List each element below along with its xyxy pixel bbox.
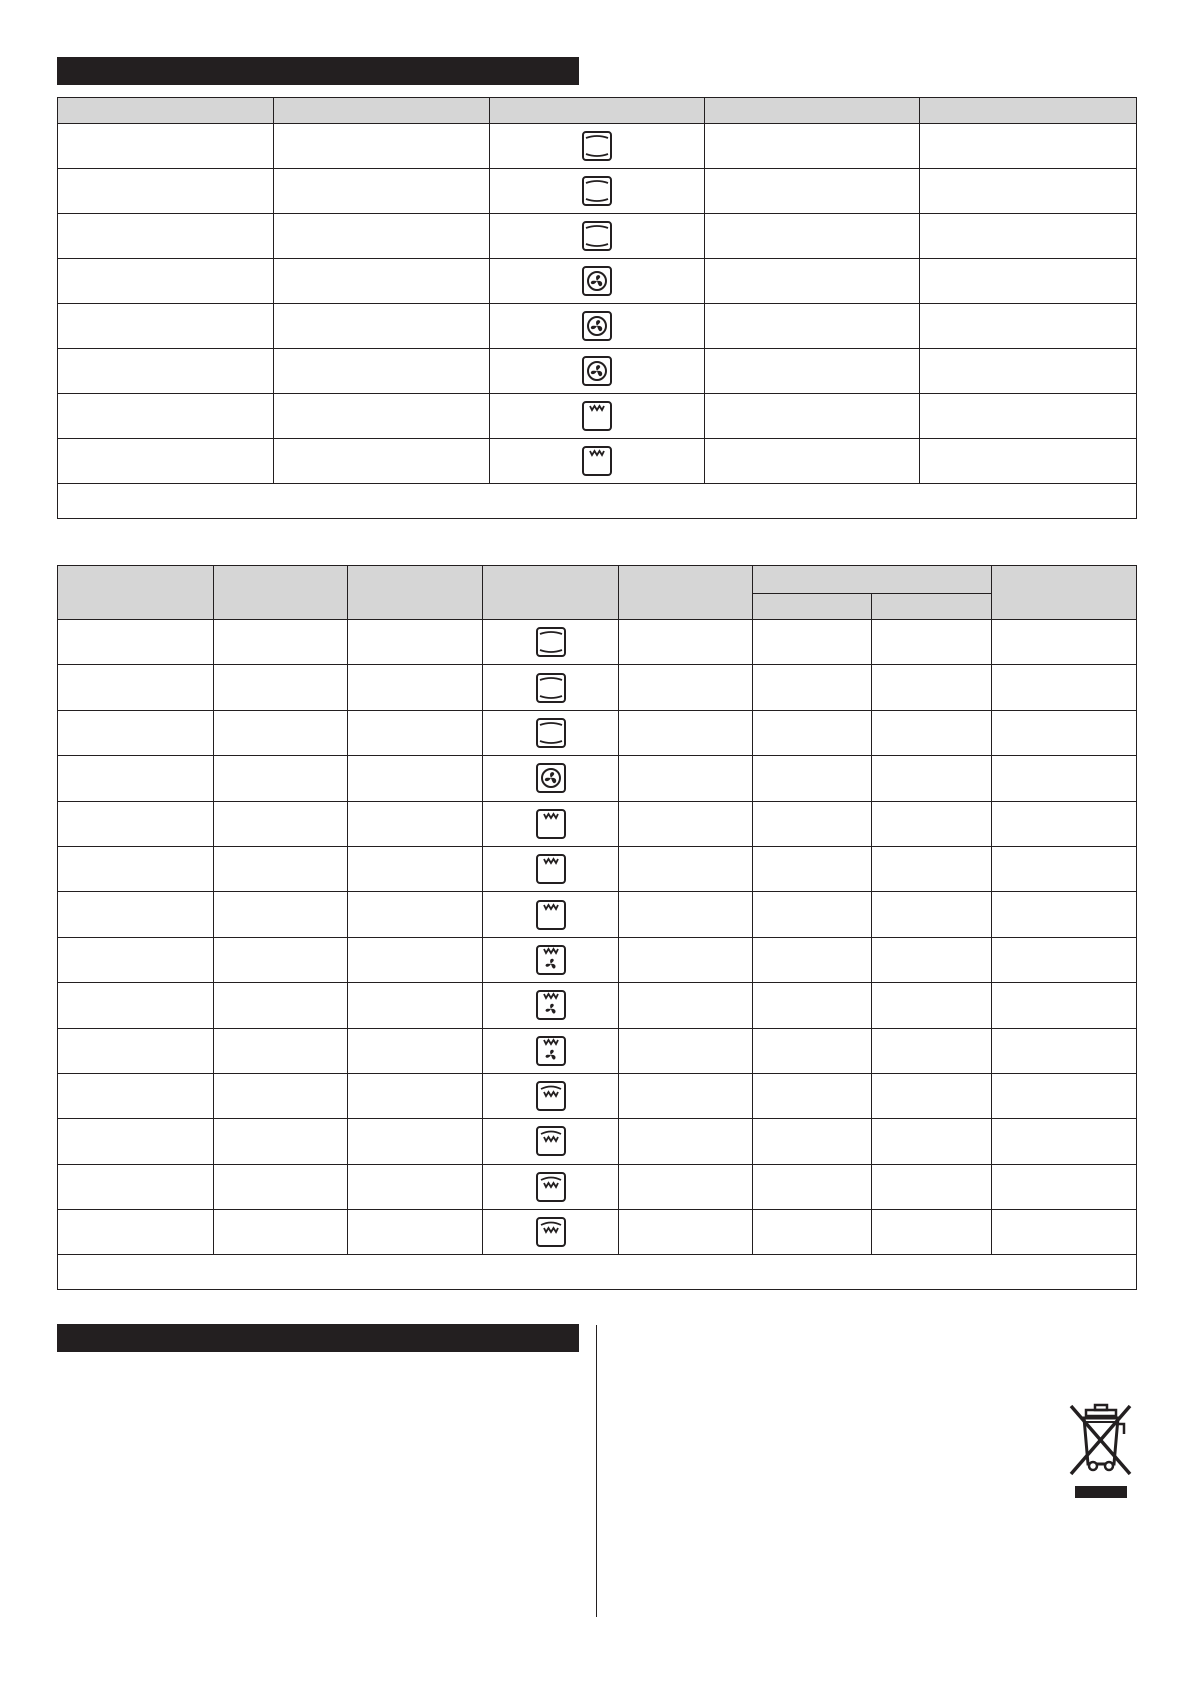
table2-row bbox=[58, 1073, 1137, 1118]
table2-cell bbox=[753, 1028, 872, 1073]
table2-cell bbox=[58, 1164, 214, 1209]
conventional-icon bbox=[534, 625, 568, 659]
table2-cell bbox=[872, 1210, 992, 1255]
table2-cell bbox=[872, 1073, 992, 1118]
table2-cell bbox=[348, 892, 483, 937]
table2-cell bbox=[872, 801, 992, 846]
table2-cell bbox=[753, 756, 872, 801]
table2-cell bbox=[58, 1210, 214, 1255]
table1-cell bbox=[705, 349, 920, 394]
conventional-icon bbox=[534, 716, 568, 750]
conventional-icon bbox=[580, 219, 614, 253]
fan-icon bbox=[580, 309, 614, 343]
table2-row bbox=[58, 620, 1137, 665]
table1-cell bbox=[274, 124, 490, 169]
table1-header-cell bbox=[705, 98, 920, 124]
fan-grill-icon bbox=[534, 943, 568, 977]
table2-cell bbox=[619, 1028, 753, 1073]
table2-cell bbox=[992, 1028, 1137, 1073]
table2-cell bbox=[214, 892, 348, 937]
table2-header-group-cell bbox=[753, 566, 992, 594]
table2-cell bbox=[753, 983, 872, 1028]
table2-cell bbox=[753, 801, 872, 846]
table1-cell bbox=[705, 169, 920, 214]
table2-subheader-cell bbox=[753, 594, 872, 620]
table2-cell bbox=[872, 846, 992, 891]
table2-cell bbox=[619, 710, 753, 755]
table2-cell bbox=[214, 937, 348, 982]
table1-cell bbox=[920, 349, 1137, 394]
table2-mode-cell bbox=[483, 846, 619, 891]
fan-icon bbox=[580, 264, 614, 298]
table2-cell bbox=[619, 1164, 753, 1209]
fan-icon bbox=[580, 354, 614, 388]
table2-cell bbox=[348, 1119, 483, 1164]
section-header-bar-top bbox=[57, 57, 579, 85]
table2-cell bbox=[348, 1073, 483, 1118]
table2-cell bbox=[872, 1028, 992, 1073]
grill-icon bbox=[580, 444, 614, 478]
table2-row bbox=[58, 892, 1137, 937]
table1-mode-cell bbox=[490, 169, 705, 214]
table2-cell bbox=[619, 620, 753, 665]
table2-row bbox=[58, 1119, 1137, 1164]
table2-cell bbox=[619, 937, 753, 982]
table2-cell bbox=[214, 983, 348, 1028]
section-header-bar-bottom bbox=[57, 1324, 579, 1352]
table1-mode-cell bbox=[490, 439, 705, 484]
table1-cell bbox=[58, 439, 274, 484]
table2-cell bbox=[214, 756, 348, 801]
table2-cell bbox=[348, 1210, 483, 1255]
table1-cell bbox=[705, 394, 920, 439]
table1-header-cell bbox=[274, 98, 490, 124]
table2-row bbox=[58, 801, 1137, 846]
table1-row bbox=[58, 124, 1137, 169]
table1-cell bbox=[920, 124, 1137, 169]
table2-cell bbox=[348, 1164, 483, 1209]
table2-mode-cell bbox=[483, 1164, 619, 1209]
table2-cell bbox=[753, 846, 872, 891]
fan-grill-icon bbox=[534, 1034, 568, 1068]
table2-cell bbox=[992, 937, 1137, 982]
table2-footnote-row bbox=[58, 1255, 1137, 1290]
table2-cell bbox=[348, 937, 483, 982]
table2-cell bbox=[214, 1164, 348, 1209]
table2-cell bbox=[992, 892, 1137, 937]
table2-row bbox=[58, 983, 1137, 1028]
table1-mode-cell bbox=[490, 394, 705, 439]
table2-cell bbox=[872, 983, 992, 1028]
table1-mode-cell bbox=[490, 304, 705, 349]
table2-cell bbox=[214, 1119, 348, 1164]
table2-cell bbox=[992, 1119, 1137, 1164]
table1-cell bbox=[274, 349, 490, 394]
table2-cell bbox=[58, 620, 214, 665]
table2-row bbox=[58, 937, 1137, 982]
fan-icon bbox=[534, 761, 568, 795]
table2-mode-cell bbox=[483, 1210, 619, 1255]
table1-cell bbox=[274, 214, 490, 259]
table2-cell bbox=[872, 665, 992, 710]
table2-header-cell bbox=[483, 566, 619, 620]
double-grill-icon bbox=[534, 1170, 568, 1204]
table1-cell bbox=[58, 124, 274, 169]
table2-cell bbox=[214, 665, 348, 710]
table2-cell bbox=[58, 846, 214, 891]
table2-header-cell bbox=[992, 566, 1137, 620]
table1-cell bbox=[58, 304, 274, 349]
table1-row bbox=[58, 394, 1137, 439]
table1-mode-cell bbox=[490, 124, 705, 169]
table2-mode-cell bbox=[483, 1119, 619, 1164]
table2-cell bbox=[58, 665, 214, 710]
table1-row bbox=[58, 259, 1137, 304]
table1-cell bbox=[58, 349, 274, 394]
table2-mode-cell bbox=[483, 756, 619, 801]
table2-mode-cell bbox=[483, 1073, 619, 1118]
table2-cell bbox=[753, 620, 872, 665]
table2-cell bbox=[753, 1210, 872, 1255]
table2-cell bbox=[214, 1210, 348, 1255]
table2-row bbox=[58, 1210, 1137, 1255]
table2-cell bbox=[992, 620, 1137, 665]
double-grill-icon bbox=[534, 1215, 568, 1249]
table2-cell bbox=[58, 937, 214, 982]
cooking-table-1 bbox=[57, 97, 1137, 519]
table2-cell bbox=[348, 620, 483, 665]
table1-cell bbox=[58, 214, 274, 259]
table2-cell bbox=[348, 710, 483, 755]
table2-row bbox=[58, 1164, 1137, 1209]
table2-cell bbox=[872, 710, 992, 755]
table2-cell bbox=[872, 937, 992, 982]
table1-row bbox=[58, 349, 1137, 394]
table2-cell bbox=[872, 1119, 992, 1164]
table2-cell bbox=[619, 1210, 753, 1255]
table2-mode-cell bbox=[483, 892, 619, 937]
table1-body bbox=[58, 124, 1137, 484]
table2-cell bbox=[992, 665, 1137, 710]
table2-cell bbox=[619, 665, 753, 710]
table2-cell bbox=[58, 892, 214, 937]
table2-cell bbox=[619, 983, 753, 1028]
table2-mode-cell bbox=[483, 937, 619, 982]
conventional-icon bbox=[580, 129, 614, 163]
table1-mode-cell bbox=[490, 259, 705, 304]
table2-row bbox=[58, 756, 1137, 801]
table2-cell bbox=[214, 1073, 348, 1118]
table2-cell bbox=[348, 801, 483, 846]
table1-mode-cell bbox=[490, 349, 705, 394]
table1-cell bbox=[58, 169, 274, 214]
table2-header-cell bbox=[348, 566, 483, 620]
table2-cell bbox=[619, 892, 753, 937]
table1-cell bbox=[920, 259, 1137, 304]
table1-cell bbox=[705, 259, 920, 304]
table1-row bbox=[58, 304, 1137, 349]
table2-row bbox=[58, 665, 1137, 710]
table2-header-cell bbox=[619, 566, 753, 620]
grill-icon bbox=[580, 399, 614, 433]
table2-cell bbox=[753, 710, 872, 755]
table2-cell bbox=[992, 983, 1137, 1028]
table2-cell bbox=[619, 846, 753, 891]
table2-cell bbox=[872, 620, 992, 665]
table2-cell bbox=[753, 665, 872, 710]
table2-cell bbox=[58, 1028, 214, 1073]
grill-icon bbox=[534, 852, 568, 886]
table1-cell bbox=[274, 394, 490, 439]
conventional-icon bbox=[534, 671, 568, 705]
table1-cell bbox=[920, 439, 1137, 484]
table2-cell bbox=[348, 756, 483, 801]
table1-cell bbox=[705, 124, 920, 169]
table2-cell bbox=[992, 1073, 1137, 1118]
table2-cell bbox=[872, 1164, 992, 1209]
table1-header-cell bbox=[58, 98, 274, 124]
table2-cell bbox=[753, 937, 872, 982]
table2-cell bbox=[214, 846, 348, 891]
table2-cell bbox=[619, 756, 753, 801]
table2-cell bbox=[753, 892, 872, 937]
table2-cell bbox=[58, 1073, 214, 1118]
table1-cell bbox=[274, 439, 490, 484]
table1-row bbox=[58, 439, 1137, 484]
table1-cell bbox=[274, 304, 490, 349]
double-grill-icon bbox=[534, 1124, 568, 1158]
table2-cell bbox=[214, 801, 348, 846]
table2-body bbox=[58, 620, 1137, 1255]
table2-cell bbox=[348, 983, 483, 1028]
fan-grill-icon bbox=[534, 988, 568, 1022]
table1-footnote-row bbox=[58, 484, 1137, 519]
table1-cell bbox=[920, 214, 1137, 259]
table2-mode-cell bbox=[483, 665, 619, 710]
table2-cell bbox=[58, 710, 214, 755]
table2-cell bbox=[348, 846, 483, 891]
table2-cell bbox=[872, 756, 992, 801]
grill-icon bbox=[534, 898, 568, 932]
table2-header-cell bbox=[214, 566, 348, 620]
table2-cell bbox=[753, 1164, 872, 1209]
table2-cell bbox=[619, 1073, 753, 1118]
table2-row bbox=[58, 1028, 1137, 1073]
table2-cell bbox=[872, 892, 992, 937]
table1-cell bbox=[58, 394, 274, 439]
table1-cell bbox=[920, 304, 1137, 349]
table2-mode-cell bbox=[483, 801, 619, 846]
table1-cell bbox=[58, 259, 274, 304]
table2-cell bbox=[348, 665, 483, 710]
table2-cell bbox=[992, 1210, 1137, 1255]
table2-mode-cell bbox=[483, 983, 619, 1028]
table1-cell bbox=[705, 214, 920, 259]
table2-cell bbox=[753, 1119, 872, 1164]
table2-row bbox=[58, 846, 1137, 891]
table2-subheader-cell bbox=[872, 594, 992, 620]
table2-cell bbox=[214, 1028, 348, 1073]
table2-cell bbox=[992, 1164, 1137, 1209]
column-divider bbox=[596, 1325, 597, 1617]
crossed-out-wheelie-bin-icon bbox=[1066, 1402, 1136, 1500]
grill-icon bbox=[534, 807, 568, 841]
table2-cell bbox=[58, 801, 214, 846]
table2-mode-cell bbox=[483, 620, 619, 665]
table2-cell bbox=[214, 710, 348, 755]
table2-cell bbox=[348, 1028, 483, 1073]
table2-mode-cell bbox=[483, 1028, 619, 1073]
table2-cell bbox=[992, 801, 1137, 846]
table2-cell bbox=[619, 801, 753, 846]
table2-cell bbox=[619, 1119, 753, 1164]
table2-cell bbox=[58, 983, 214, 1028]
double-grill-icon bbox=[534, 1079, 568, 1113]
table1-cell bbox=[274, 259, 490, 304]
table2-mode-cell bbox=[483, 710, 619, 755]
table1-cell bbox=[705, 304, 920, 349]
table2-cell bbox=[753, 1073, 872, 1118]
table2-cell bbox=[992, 846, 1137, 891]
table1-header-cell bbox=[920, 98, 1137, 124]
cooking-table-2 bbox=[57, 565, 1137, 1290]
table1-row bbox=[58, 169, 1137, 214]
table1-cell bbox=[274, 169, 490, 214]
table2-header-cell bbox=[58, 566, 214, 620]
table2-row bbox=[58, 710, 1137, 755]
table1-cell bbox=[920, 394, 1137, 439]
table2-cell bbox=[992, 710, 1137, 755]
table2-cell bbox=[214, 620, 348, 665]
table1-header-cell bbox=[490, 98, 705, 124]
table1-cell bbox=[705, 439, 920, 484]
table1-mode-cell bbox=[490, 214, 705, 259]
table2-cell bbox=[58, 756, 214, 801]
table1-row bbox=[58, 214, 1137, 259]
table1-cell bbox=[920, 169, 1137, 214]
table2-cell bbox=[992, 756, 1137, 801]
table2-cell bbox=[58, 1119, 214, 1164]
conventional-icon bbox=[580, 174, 614, 208]
